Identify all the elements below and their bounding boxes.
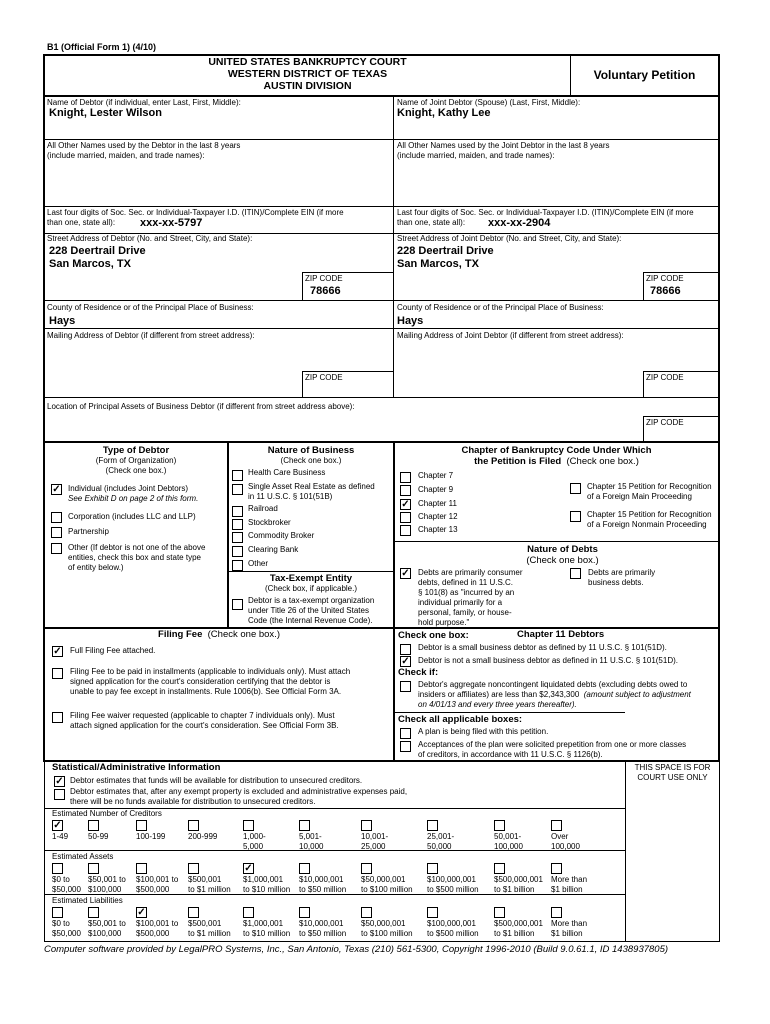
assets-checkbox-1[interactable] — [88, 863, 99, 874]
consumer-debts-checkbox[interactable]: ✓ — [401, 568, 410, 579]
business-debts-checkbox[interactable] — [570, 568, 581, 579]
creditors-option-label-4: 1,000- 5,000 — [243, 832, 266, 851]
liabilities-checkbox-1[interactable] — [88, 907, 99, 918]
divider — [44, 206, 719, 207]
petition-title: Voluntary Petition — [593, 68, 696, 82]
installment-fee-label: Filing Fee to be paid in installments (applicable to individuals only). Must attach signed application for the court's consideration certifying that the debtor is unable to pay fee except in installments. Rule 1006(b). See Official Form 3A. — [70, 667, 351, 696]
assets-checkbox-0[interactable] — [52, 863, 63, 874]
debtor-ssn[interactable]: xxx-xx-5797 — [140, 217, 203, 229]
liabilities-option-label-0: $0 to $50,000 — [52, 919, 81, 938]
assets-option-label-6: $50,000,001 to $100 million — [361, 875, 413, 894]
nature-business-header: Nature of Business (Check one box.) — [267, 445, 355, 465]
divider — [625, 761, 626, 941]
assets-option-label-1: $50,001 to $100,000 — [88, 875, 126, 894]
creditors-option-label-8: 50,001- 100,000 — [494, 832, 523, 851]
creditors-checkbox-1[interactable] — [88, 820, 99, 831]
joint-mailing-zip-label: ZIP CODE — [646, 373, 684, 382]
small-business-checkbox[interactable] — [400, 644, 411, 655]
acceptances-label: Acceptances of the plan were solicited prepetition from one or more classes of creditors, in accordance with 11 U.S.C. § 1126(b). — [418, 740, 687, 759]
installment-fee-checkbox[interactable] — [52, 668, 63, 679]
other-business-checkbox[interactable] — [232, 560, 243, 571]
assets-option-label-2: $100,001 to $500,000 — [136, 875, 179, 894]
creditors-checkbox-7[interactable] — [427, 820, 438, 831]
assets-option-label-4: $1,000,001 to $10 million — [243, 875, 291, 894]
joint-street[interactable]: 228 Deertrail Drive San Marcos, TX — [397, 245, 494, 270]
tax-exempt-checkbox[interactable] — [232, 599, 243, 610]
divider — [44, 328, 719, 329]
commodity-broker-checkbox[interactable] — [232, 532, 243, 543]
liabilities-checkbox-2[interactable]: ✓ — [137, 907, 146, 918]
assets-checkbox-6[interactable] — [361, 863, 372, 874]
no-funds-checkbox[interactable] — [54, 789, 65, 800]
stockbroker-label: Stockbroker — [248, 518, 291, 527]
liabilities-checkbox-8[interactable] — [494, 907, 505, 918]
plan-filed-checkbox[interactable] — [400, 728, 411, 739]
debtor-street[interactable]: 228 Deertrail Drive San Marcos, TX — [49, 245, 146, 270]
creditors-option-label-1: 50-99 — [88, 832, 109, 841]
debtor-ssn-label: Last four digits of Soc. Sec. or Individual-Taxpayer I.D. (ITIN)/Complete EIN (if more than one, state all): — [47, 208, 344, 227]
consumer-debts-label: Debts are primarily consumer debts, defined in 11 U.S.C. § 101(8) as "incurred by an individual primarily for a personal, family, or house- hold purpose." — [418, 568, 523, 627]
liabilities-option-label-5: $10,000,001 to $50 million — [299, 919, 347, 938]
ch11-check-if: Check if: — [398, 667, 439, 678]
joint-other-names-label: All Other Names used by the Joint Debtor in the last 8 years (include married, maiden, and trade names): — [397, 141, 610, 160]
chapter11-label: Chapter 11 — [418, 499, 457, 508]
individual-checkbox[interactable]: ✓ — [52, 484, 61, 495]
liabilities-checkbox-7[interactable] — [427, 907, 438, 918]
creditors-option-label-6: 10,001- 25,000 — [361, 832, 389, 851]
chapter15-nonmain-checkbox[interactable] — [570, 511, 581, 522]
divider — [229, 571, 393, 572]
clearing-bank-label: Clearing Bank — [248, 545, 299, 554]
not-small-business-label: Debtor is not a small business debtor as defined in 11 U.S.C. § 101(51D). — [418, 656, 678, 665]
tax-exempt-label: Debtor is a tax-exempt organization under Title 26 of the United States Code (the Internal Revenue Code). — [248, 596, 375, 625]
form-id: B1 (Official Form 1) (4/10) — [47, 42, 157, 52]
single-asset-label: Single Asset Real Estate as defined in 11 U.S.C. § 101(51B) — [248, 482, 375, 501]
small-business-label: Debtor is a small business debtor as defined by 11 U.S.C. § 101(51D). — [418, 643, 667, 652]
assets-checkbox-8[interactable] — [494, 863, 505, 874]
other-business-label: Other — [248, 559, 269, 568]
liabilities-option-label-7: $100,000,001 to $500 million — [427, 919, 479, 938]
court-title — [45, 56, 570, 92]
railroad-label: Railroad — [248, 504, 278, 513]
liabilities-option-label-2: $100,001 to $500,000 — [136, 919, 179, 938]
debtor-street-label: Street Address of Debtor (No. and Street, City, and State): — [47, 234, 253, 243]
individual-label: Individual (includes Joint Debtors) See Exhibit D on page 2 of this form. — [68, 484, 199, 503]
fee-waiver-checkbox[interactable] — [52, 712, 63, 723]
divider — [393, 442, 395, 628]
court-line2: WESTERN DISTRICT OF TEXAS — [227, 68, 388, 80]
creditors-checkbox-9[interactable] — [551, 820, 562, 831]
joint-zip-label: ZIP CODE — [646, 274, 684, 283]
debtor-name[interactable]: Knight, Lester Wilson — [49, 107, 162, 119]
funds-available-checkbox[interactable]: ✓ — [55, 776, 64, 787]
assets-option-label-3: $500,001 to $1 million — [188, 875, 231, 894]
divider — [44, 300, 719, 301]
chapter15-main-checkbox[interactable] — [570, 483, 581, 494]
liabilities-label: Estimated Liabilities — [52, 896, 123, 905]
debtor-zip[interactable]: 78666 — [310, 285, 341, 297]
chapter15-nonmain-label: Chapter 15 Petition for Recognition of a Foreign Nonmain Proceeding — [587, 510, 712, 529]
commodity-broker-label: Commodity Broker — [248, 531, 315, 540]
chapter-header: Chapter of Bankruptcy Code Under Which the Petition is Filed (Check one box.) — [461, 445, 652, 467]
assets-option-label-5: $10,000,001 to $50 million — [299, 875, 347, 894]
creditors-checkbox-2[interactable] — [136, 820, 147, 831]
liabilities-checkbox-3[interactable] — [188, 907, 199, 918]
divider — [44, 139, 719, 140]
location-zip-label: ZIP CODE — [646, 418, 684, 427]
joint-ssn-label: Last four digits of Soc. Sec. or Individual-Taxpayer I.D. (ITIN)/Complete EIN (if more than one, state all): — [397, 208, 694, 227]
court-line1: UNITED STATES BANKRUPTCY COURT — [208, 56, 407, 68]
divider — [43, 95, 720, 97]
divider — [44, 941, 720, 942]
full-fee-checkbox[interactable]: ✓ — [53, 646, 62, 657]
ch11-title: Chapter 11 Debtors — [517, 629, 605, 640]
debtor-name-label: Name of Debtor (if individual, enter Last, First, Middle): — [47, 98, 241, 107]
chapter13-label: Chapter 13 — [418, 525, 458, 534]
debtor-zip-label: ZIP CODE — [305, 274, 343, 283]
liabilities-checkbox-0[interactable] — [52, 907, 63, 918]
liabilities-option-label-3: $500,001 to $1 million — [188, 919, 231, 938]
chapter12-label: Chapter 12 — [418, 512, 458, 521]
aggregate-debts-label: Debtor's aggregate noncontingent liquidated debts (excluding debts owed to insiders or affiliates) are less than $2,343,300 (amount subject to adjustment on 4/01/13 and every three years thereafter). — [418, 680, 691, 709]
no-funds-label: Debtor estimates that, after any exempt property is excluded and administrative expenses paid, there will be no funds available for distribution to unsecured creditors. — [70, 787, 408, 806]
liabilities-checkbox-9[interactable] — [551, 907, 562, 918]
full-fee-label: Full Filing Fee attached. — [70, 646, 156, 655]
tax-exempt-header: Tax-Exempt Entity (Check box, if applicable.) — [264, 573, 358, 593]
chapter15-main-label: Chapter 15 Petition for Recognition of a Foreign Main Proceeding — [587, 482, 712, 501]
creditors-option-label-5: 5,001- 10,000 — [299, 832, 324, 851]
assets-option-label-7: $100,000,001 to $500 million — [427, 875, 479, 894]
partnership-checkbox[interactable] — [51, 527, 62, 538]
creditors-option-label-7: 25,001- 50,000 — [427, 832, 455, 851]
divider — [45, 894, 625, 895]
divider — [395, 712, 625, 713]
health-care-checkbox[interactable] — [232, 470, 243, 481]
nature-debts-header: Nature of Debts (Check one box.) — [526, 544, 599, 566]
joint-county[interactable]: Hays — [397, 315, 424, 327]
fee-waiver-label: Filing Fee waiver requested (applicable to chapter 7 individuals only). Must attach signed application for the court's consideration. See Official Form 3B. — [70, 711, 339, 730]
liabilities-option-label-6: $50,000,001 to $100 million — [361, 919, 413, 938]
chapter9-label: Chapter 9 — [418, 485, 454, 494]
creditors-checkbox-8[interactable] — [494, 820, 505, 831]
creditors-option-label-0: 1-49 — [52, 832, 69, 841]
health-care-label: Health Care Business — [248, 468, 326, 477]
assets-checkbox-9[interactable] — [551, 863, 562, 874]
other-entity-checkbox[interactable] — [51, 543, 62, 554]
assets-label: Estimated Assets — [52, 852, 114, 861]
creditors-label: Estimated Number of Creditors — [52, 809, 162, 818]
chapter7-checkbox[interactable] — [400, 472, 411, 483]
debtor-county[interactable]: Hays — [49, 315, 76, 327]
debtor-mailing-zip-label: ZIP CODE — [305, 373, 343, 382]
joint-zip[interactable]: 78666 — [650, 285, 681, 297]
plan-filed-label: A plan is being filed with this petition. — [418, 727, 549, 736]
assets-checkbox-3[interactable] — [188, 863, 199, 874]
railroad-checkbox[interactable] — [232, 506, 243, 517]
type-debtor-header: Type of Debtor (Form of Organization) (Check one box.) — [95, 445, 177, 475]
liabilities-option-label-9: More than $1 billion — [551, 919, 588, 938]
footer-text: Computer software provided by LegalPRO Systems, Inc., San Antonio, Texas (210) 561-5300, Copyright 1996-2010 (Build 9.0.61.1, ID 1438937805) — [44, 944, 669, 955]
divider — [393, 628, 395, 762]
joint-mailing-label: Mailing Address of Joint Debtor (if different from street address): — [397, 331, 624, 340]
assets-option-label-0: $0 to $50,000 — [52, 875, 81, 894]
divider — [45, 850, 625, 851]
divider — [227, 442, 229, 628]
court-use-label: THIS SPACE IS FOR COURT USE ONLY — [634, 763, 711, 782]
partnership-label: Partnership — [68, 527, 109, 536]
location-label: Location of Principal Assets of Business Debtor (if different from street address above): — [47, 402, 355, 411]
divider — [393, 96, 394, 397]
creditors-option-label-3: 200-999 — [188, 832, 218, 841]
corporation-label: Corporation (includes LLC and LLP) — [68, 512, 196, 521]
debtor-mailing-label: Mailing Address of Debtor (if different from street address): — [47, 331, 255, 340]
frame-right — [718, 54, 720, 762]
liabilities-checkbox-5[interactable] — [299, 907, 310, 918]
creditors-checkbox-6[interactable] — [361, 820, 372, 831]
liabilities-option-label-1: $50,001 to $100,000 — [88, 919, 126, 938]
divider — [44, 761, 45, 941]
business-debts-label: Debts are primarily business debts. — [588, 568, 656, 587]
creditors-checkbox-0[interactable]: ✓ — [53, 820, 62, 831]
chapter13-checkbox[interactable] — [400, 525, 411, 536]
joint-name[interactable]: Knight, Kathy Lee — [397, 107, 491, 119]
debtor-other-names-label: All Other Names used by the Debtor in the last 8 years (include married, maiden, and trade names): — [47, 141, 241, 160]
divider — [719, 761, 720, 941]
liabilities-option-label-8: $500,000,001 to $1 billion — [494, 919, 543, 938]
chapter9-checkbox[interactable] — [400, 485, 411, 496]
filing-fee-header: Filing Fee (Check one box.) — [158, 629, 280, 640]
debtor-county-label: County of Residence or of the Principal Place of Business: — [47, 303, 254, 312]
divider — [43, 441, 720, 443]
assets-option-label-9: More than $1 billion — [551, 875, 588, 894]
funds-available-label: Debtor estimates that funds will be available for distribution to unsecured creditors. — [70, 776, 363, 785]
joint-ssn[interactable]: xxx-xx-2904 — [488, 217, 551, 229]
court-line3: AUSTIN DIVISION — [263, 80, 352, 92]
chapter11-checkbox[interactable]: ✓ — [401, 499, 410, 510]
assets-checkbox-2[interactable] — [136, 863, 147, 874]
not-small-business-checkbox[interactable]: ✓ — [401, 656, 410, 667]
liabilities-checkbox-6[interactable] — [361, 907, 372, 918]
ch11-check-all: Check all applicable boxes: — [398, 714, 523, 725]
creditors-option-label-9: Over 100,000 — [551, 832, 580, 851]
corporation-checkbox[interactable] — [51, 512, 62, 523]
assets-option-label-8: $500,000,001 to $1 billion — [494, 875, 543, 894]
assets-checkbox-4[interactable]: ✓ — [244, 863, 253, 874]
frame-left — [43, 54, 45, 762]
stat-title: Statistical/Administrative Information — [52, 762, 221, 773]
liabilities-checkbox-4[interactable] — [243, 907, 254, 918]
single-asset-checkbox[interactable] — [232, 484, 243, 495]
creditors-option-label-2: 100-199 — [136, 832, 166, 841]
chapter7-label: Chapter 7 — [418, 471, 454, 480]
acceptances-checkbox[interactable] — [400, 741, 411, 752]
divider — [395, 541, 718, 542]
assets-checkbox-5[interactable] — [299, 863, 310, 874]
other-entity-label: Other (If debtor is not one of the above entities, check this box and state type of entity below.) — [68, 543, 206, 572]
creditors-checkbox-3[interactable] — [188, 820, 199, 831]
joint-name-label: Name of Joint Debtor (Spouse) (Last, First, Middle): — [397, 98, 581, 107]
aggregate-debts-checkbox[interactable] — [400, 681, 411, 692]
chapter12-checkbox[interactable] — [400, 512, 411, 523]
divider — [44, 397, 719, 398]
liabilities-option-label-4: $1,000,001 to $10 million — [243, 919, 291, 938]
clearing-bank-checkbox[interactable] — [232, 546, 243, 557]
assets-checkbox-7[interactable] — [427, 863, 438, 874]
joint-street-label: Street Address of Joint Debtor (No. and Street, City, and State): — [397, 234, 622, 243]
creditors-checkbox-4[interactable] — [243, 820, 254, 831]
creditors-checkbox-5[interactable] — [299, 820, 310, 831]
ch11-check-one: Check one box: — [398, 630, 469, 641]
stockbroker-checkbox[interactable] — [232, 519, 243, 530]
joint-county-label: County of Residence or of the Principal Place of Business: — [397, 303, 604, 312]
